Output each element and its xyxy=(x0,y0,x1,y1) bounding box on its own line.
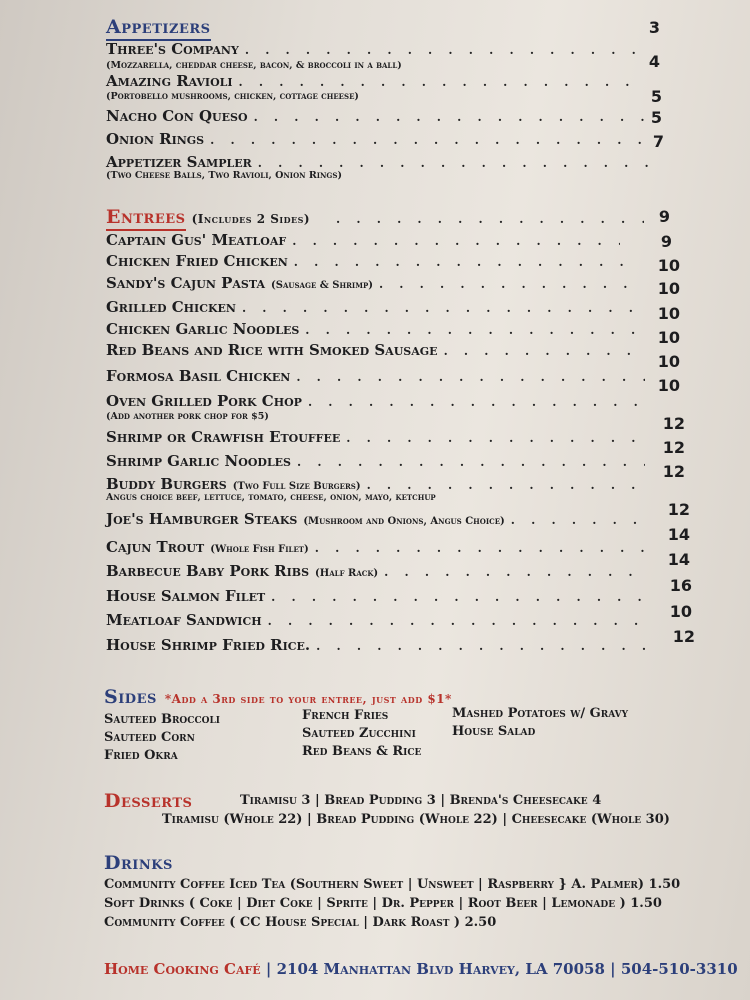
menu-item: Buddy Burgers (Two Full Size Burgers) . . . xyxy=(106,475,651,493)
item-description: Angus choice beef, lettuce, tomato, cheese, onion, mayo, ketchup xyxy=(106,492,436,503)
side-item: Sauteed Corn xyxy=(104,730,195,745)
menu-item: Meatloaf Sandwich . . . xyxy=(106,611,651,629)
drinks-heading xyxy=(104,852,173,874)
footer xyxy=(104,960,738,978)
item-description: (Add another pork chop for $5) xyxy=(106,411,269,422)
menu-item: Chicken Fried Chicken . . . xyxy=(106,252,646,270)
side-item: Red Beans & Rice xyxy=(302,744,422,759)
drinks-title: Drinks xyxy=(104,852,173,874)
menu-item: Red Beans and Rice with Smoked Sausage . . . xyxy=(106,341,651,359)
item-description: (Mozzarella, cheddar cheese, bacon, & broccoli in a ball) xyxy=(106,60,402,71)
item-price: 12 xyxy=(667,500,690,519)
drinks-line: Soft Drinks ( Coke | Diet Coke | Sprite | Dr. Pepper | Root Beer | Lemonade ) 1.50 xyxy=(104,896,662,911)
entrees-note: (Includes 2 Sides) xyxy=(191,212,311,226)
appetizers-title: Appetizers xyxy=(106,16,211,41)
menu-item: Three's Company . . . xyxy=(106,40,646,58)
menu-item: Joe's Hamburger Steaks (Mushroom and Onions, Angus Choice) . . . xyxy=(106,510,651,528)
menu-item: Oven Grilled Pork Chop . . . xyxy=(106,392,651,410)
menu-item: Nacho Con Queso . . . xyxy=(106,107,651,125)
desserts-line: Tiramisu 3 | Bread Pudding 3 | Brenda's Cheesecake 4 xyxy=(240,793,602,808)
item-price: 10 xyxy=(657,279,680,298)
drinks-line: Community Coffee Iced Tea (Southern Sweet | Unsweet | Raspberry } A. Palmer) 1.50 xyxy=(104,877,681,892)
sides-heading xyxy=(104,686,452,708)
menu-item: Shrimp Garlic Noodles . . . xyxy=(106,452,651,470)
menu-item: Shrimp or Crawfish Etouffee . . . xyxy=(106,428,651,446)
item-description: (Portobello mushrooms, chicken, cottage cheese) xyxy=(106,91,359,102)
item-price: 12 xyxy=(662,438,685,457)
desserts-line: Tiramisu (Whole 22) | Bread Pudding (Whole 22) | Cheesecake (Whole 30) xyxy=(162,812,670,827)
entrees-leader xyxy=(330,212,650,226)
item-price: 10 xyxy=(669,602,692,621)
side-item: Sauteed Broccoli xyxy=(104,712,220,727)
item-price: 10 xyxy=(657,376,680,395)
sides-note: *Add a 3rd side to your entree, just add $1* xyxy=(164,692,452,706)
item-price: 12 xyxy=(672,627,695,646)
drinks-line: Community Coffee ( CC House Special | Dark Roast ) 2.50 xyxy=(104,915,497,930)
item-price: 3 xyxy=(648,18,660,37)
item-price: 12 xyxy=(662,414,685,433)
menu-item: Sandy's Cajun Pasta (Sausage & Shrimp) . . . xyxy=(106,274,646,292)
side-item: French Fries xyxy=(302,708,389,723)
menu-item: Barbecue Baby Pork Ribs (Half Rack) . . . xyxy=(106,562,651,580)
item-price: 4 xyxy=(648,52,660,71)
item-price: 12 xyxy=(662,462,685,481)
item-price: 9 xyxy=(658,207,670,226)
item-price: 10 xyxy=(657,328,680,347)
menu-item: Grilled Chicken . . . xyxy=(106,298,651,316)
item-description: (Two Cheese Balls, Two Ravioli, Onion Rings) xyxy=(106,170,342,181)
appetizers-heading xyxy=(106,16,211,38)
item-price: 5 xyxy=(650,108,662,127)
sides-title: Sides xyxy=(104,686,157,708)
item-price: 5 xyxy=(650,87,662,106)
desserts-title: Desserts xyxy=(104,790,193,812)
side-item: Sauteed Zucchini xyxy=(302,726,416,741)
item-price: 10 xyxy=(657,352,680,371)
menu-item: Onion Rings . . . xyxy=(106,130,651,148)
item-price: 9 xyxy=(660,232,672,251)
menu-item: House Salmon Filet . . . xyxy=(106,587,651,605)
menu-item: House Shrimp Fried Rice. . . . xyxy=(106,636,651,654)
menu-item: Cajun Trout (Whole Fish Filet) . . . xyxy=(106,538,651,556)
side-item: House Salad xyxy=(452,724,536,739)
side-item: Fried Okra xyxy=(104,748,178,763)
item-price: 10 xyxy=(657,304,680,323)
restaurant-address: | 2104 Manhattan Blvd Harvey, LA 70058 | 504-510-3310 xyxy=(260,960,738,978)
item-price: 14 xyxy=(667,550,690,569)
item-price: 14 xyxy=(667,525,690,544)
item-price: 10 xyxy=(657,256,680,275)
item-price: 7 xyxy=(652,132,664,151)
menu-item: Formosa Basil Chicken . . . xyxy=(106,367,651,385)
entrees-heading xyxy=(106,206,310,228)
entrees-title: Entrees xyxy=(106,206,186,231)
restaurant-name: Home Cooking Café xyxy=(104,960,261,978)
menu-item: Chicken Garlic Noodles . . . xyxy=(106,320,651,338)
menu-item: Amazing Ravioli . . . xyxy=(106,72,646,90)
menu-item: Captain Gus' Meatloaf . . . xyxy=(106,231,626,249)
desserts-heading xyxy=(104,790,192,812)
item-price: 16 xyxy=(669,576,692,595)
menu-item: Appetizer Sampler . . . xyxy=(106,153,656,171)
side-item: Mashed Potatoes w/ Gravy xyxy=(452,706,628,721)
